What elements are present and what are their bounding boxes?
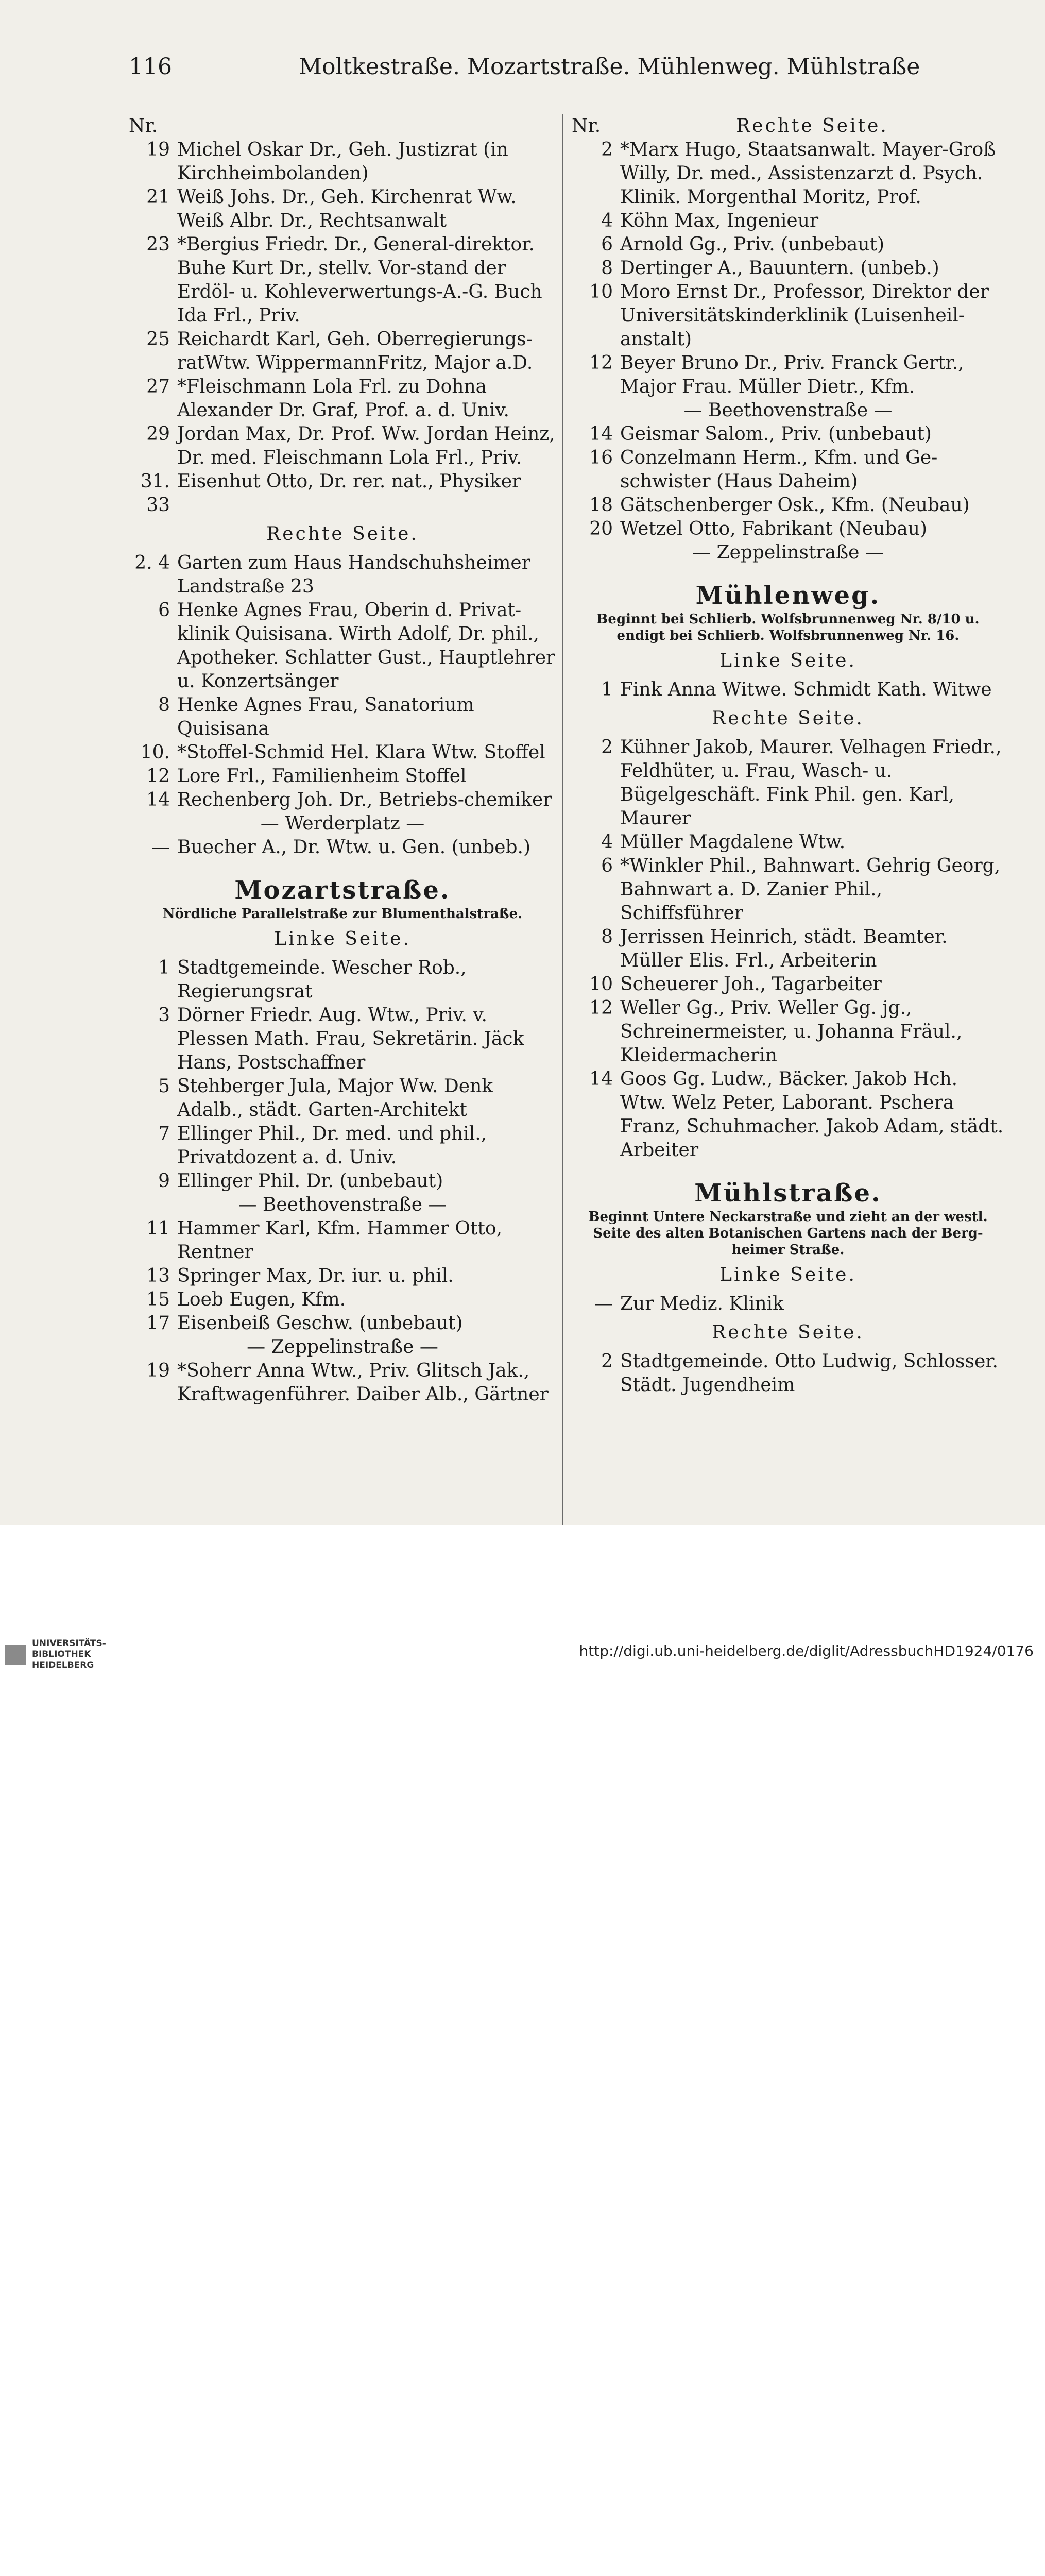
list-item bbox=[129, 1122, 556, 1170]
house-number: 14 bbox=[589, 423, 613, 445]
resident-text: Stadtgemeinde. Otto Ludwig, Schlosser. Städt. Jugendheim bbox=[620, 1351, 998, 1396]
resident-text: *Marx Hugo, Staatsanwalt. Mayer-Groß Willy, Dr. med., Assistenzarzt d. Psych. Klinik. Morgenthal Moritz, Prof. bbox=[620, 139, 996, 208]
house-number: 2 bbox=[601, 737, 613, 758]
cross-street: — Zeppelinstraße — bbox=[247, 1336, 438, 1358]
side-heading: Linke Seite. bbox=[719, 650, 856, 671]
list-item bbox=[572, 973, 1004, 996]
list-item bbox=[129, 836, 556, 859]
side-heading: Rechte Seite. bbox=[736, 115, 888, 137]
list-item bbox=[129, 138, 556, 185]
resident-text: Dörner Friedr. Aug. Wtw., Priv. v. Plessen Math. Frau, Sekretärin. Jäck Hans, Postschaffner bbox=[177, 1005, 524, 1073]
house-number: 21 bbox=[146, 187, 170, 208]
page-number: 116 bbox=[129, 54, 172, 80]
resident-text: *Stoffel-Schmid Hel. Klara Wtw. Stoffel Lore Frl., Familienheim Stoffel bbox=[177, 742, 545, 787]
list-item bbox=[129, 328, 556, 375]
house-number: 2. 4 bbox=[134, 552, 170, 573]
list-item bbox=[572, 280, 1004, 351]
resident-text: Moro Ernst Dr., Professor, Direktor der Universitätskinderklinik (Luisenheil-anstalt) bbox=[620, 281, 989, 350]
nr-heading: Nr. bbox=[572, 115, 601, 137]
list-item bbox=[129, 185, 556, 233]
street-heading: Mühlenweg. bbox=[695, 581, 881, 610]
list-item bbox=[129, 233, 556, 328]
list-item bbox=[572, 233, 1004, 257]
list-item bbox=[129, 956, 556, 1004]
list-item bbox=[572, 1067, 1004, 1162]
house-number: 25 bbox=[146, 329, 170, 350]
list-item bbox=[129, 470, 556, 517]
resident-text: Müller Magdalene Wtw. bbox=[620, 832, 846, 853]
resident-text: Loeb Eugen, Kfm. bbox=[177, 1289, 346, 1310]
list-item bbox=[572, 736, 1004, 831]
street-heading: Mozartstraße. bbox=[234, 876, 451, 905]
house-number: 12 bbox=[589, 997, 613, 1019]
house-number: 6 bbox=[601, 234, 613, 255]
house-number: 17 bbox=[146, 1313, 170, 1334]
house-number: 27 bbox=[146, 376, 170, 397]
side-heading: Rechte Seite. bbox=[266, 523, 419, 545]
resident-text: Geismar Salom., Priv. (unbebaut) bbox=[620, 423, 932, 445]
resident-text: Henke Agnes Frau, Sanatorium Quisisana bbox=[177, 694, 474, 739]
resident-text: Stadtgemeinde. Wescher Rob., Regierungsrat bbox=[177, 957, 467, 1002]
running-title: Moltkestraße. Mozartstraße. Mühlenweg. Mühlstraße bbox=[299, 54, 920, 80]
house-number: 13 bbox=[146, 1265, 170, 1286]
resident-text: Zur Mediz. Klinik bbox=[620, 1293, 784, 1314]
resident-text: Weller Gg., Priv. Weller Gg. jg., Schreinermeister, u. Johanna Fräul., Kleidermacherin bbox=[620, 997, 963, 1066]
page-header bbox=[129, 54, 932, 90]
house-number: 4 bbox=[601, 832, 613, 853]
left-column bbox=[129, 114, 556, 1406]
resident-text: Ellinger Phil., Dr. med. und phil., Privatdozent a. d. Univ. bbox=[177, 1123, 487, 1168]
house-number: 9 bbox=[158, 1171, 170, 1192]
house-number: 7 bbox=[158, 1123, 170, 1144]
house-number: 8 bbox=[158, 694, 170, 716]
list-item bbox=[129, 1004, 556, 1075]
list-item bbox=[572, 831, 1004, 854]
house-number: 1 bbox=[601, 679, 613, 700]
list-item bbox=[572, 854, 1004, 925]
resident-text: Rechenberg Joh. Dr., Betriebs-chemiker bbox=[177, 789, 552, 810]
list-item bbox=[129, 599, 556, 693]
house-number: 1 bbox=[158, 957, 170, 978]
list-item bbox=[129, 693, 556, 741]
nr-heading: Nr. bbox=[129, 115, 158, 137]
resident-text: Jordan Max, Dr. Prof. Ww. Jordan Heinz, Dr. med. Fleischmann Lola Frl., Priv. bbox=[177, 423, 555, 468]
source-link[interactable]: http://digi.ub.uni-heidelberg.de/diglit/AdressbuchHD1924/0176 bbox=[579, 1642, 1034, 1659]
house-number: 31. 33 bbox=[140, 471, 170, 516]
list-item bbox=[129, 1170, 556, 1193]
resident-text: *Winkler Phil., Bahnwart. Gehrig Georg, Bahnwart a. D. Zanier Phil., Schiffsführer bbox=[620, 855, 1001, 924]
resident-text: Buecher A., Dr. Wtw. u. Gen. (unbeb.) bbox=[177, 837, 530, 858]
house-number: 15 bbox=[146, 1289, 170, 1310]
house-number: 19 bbox=[146, 139, 170, 160]
house-number: 2 bbox=[601, 139, 613, 160]
house-number: 29 bbox=[146, 423, 170, 445]
resident-text: Goos Gg. Ludw., Bäcker. Jakob Hch. Wtw. Welz Peter, Laborant. Pschera Franz, Schuhmacher. Jakob Adam, städt. Arbeiter bbox=[620, 1069, 1004, 1161]
list-item bbox=[572, 925, 1004, 973]
resident-text: Garten zum Haus Handschuhsheimer Landstraße 23 bbox=[177, 552, 530, 597]
library-name: UNIVERSITÄTS- BIBLIOTHEK HEIDELBERG bbox=[32, 1638, 106, 1670]
right-column bbox=[572, 114, 1004, 1397]
house-number: 8 bbox=[601, 258, 613, 279]
resident-text: Reichardt Karl, Geh. Oberregierungs-ratWtw. WippermannFritz, Major a.D. bbox=[177, 329, 533, 374]
list-item bbox=[129, 551, 556, 599]
list-item bbox=[129, 1075, 556, 1122]
resident-text: Conzelmann Herm., Kfm. und Ge-schwister (Haus Daheim) bbox=[620, 447, 938, 492]
resident-text: Eisenhut Otto, Dr. rer. nat., Physiker bbox=[177, 471, 521, 492]
column-divider bbox=[562, 114, 563, 1531]
list-item bbox=[572, 209, 1004, 233]
resident-text: Ellinger Phil. Dr. (unbebaut) bbox=[177, 1171, 443, 1192]
list-item bbox=[129, 1288, 556, 1312]
cross-street: — Zeppelinstraße — bbox=[692, 542, 884, 563]
house-number: 10 bbox=[589, 281, 613, 302]
resident-text: Köhn Max, Ingenieur bbox=[620, 210, 819, 231]
resident-text: Dertinger A., Bauuntern. (unbeb.) bbox=[620, 258, 939, 279]
resident-text: Weiß Johs. Dr., Geh. Kirchenrat Ww. Weiß Albr. Dr., Rechtsanwalt bbox=[177, 187, 517, 231]
side-heading: Rechte Seite. bbox=[712, 1322, 864, 1343]
resident-text: Springer Max, Dr. iur. u. phil. bbox=[177, 1265, 454, 1286]
resident-text: Jerrissen Heinrich, städt. Beamter. Müller Elis. Frl., Arbeiterin bbox=[620, 926, 948, 971]
list-item bbox=[129, 1359, 556, 1406]
resident-text: Arnold Gg., Priv. (unbebaut) bbox=[620, 234, 885, 255]
house-number: 5 bbox=[158, 1076, 170, 1097]
house-number: 14 bbox=[146, 789, 170, 810]
list-item bbox=[572, 1292, 1004, 1316]
viewer-footer bbox=[0, 1525, 1045, 1715]
house-number: 8 bbox=[601, 926, 613, 947]
house-number: 6 bbox=[601, 855, 613, 876]
house-number: 4 bbox=[601, 210, 613, 231]
resident-text: Henke Agnes Frau, Oberin d. Privat-klinik Quisisana. Wirth Adolf, Dr. phil., Apotheker. Schlatter Gust., Hauptlehrer u. Konzertsänger bbox=[177, 600, 555, 692]
resident-text: *Soherr Anna Wtw., Priv. Glitsch Jak., Kraftwagenführer. Daiber Alb., Gärtner bbox=[177, 1360, 549, 1405]
resident-text: Eisenbeiß Geschw. (unbebaut) bbox=[177, 1313, 463, 1334]
list-item bbox=[572, 996, 1004, 1067]
house-number: 6 bbox=[158, 600, 170, 621]
house-number: 10 bbox=[589, 974, 613, 995]
list-item bbox=[572, 257, 1004, 280]
list-item bbox=[572, 678, 1004, 702]
list-item bbox=[572, 517, 1004, 541]
house-number: 11 bbox=[146, 1218, 170, 1239]
resident-text: Stehberger Jula, Major Ww. Denk Adalb., städt. Garten-Architekt bbox=[177, 1076, 493, 1121]
resident-text: *Bergius Friedr. Dr., General-direktor. Buhe Kurt Dr., stellv. Vor-stand der Erdöl- u. Kohleverwertungs-A.-G. Buch Ida Frl., Priv. bbox=[177, 234, 542, 326]
cross-street: — Beethovenstraße — bbox=[238, 1194, 447, 1215]
list-item bbox=[129, 422, 556, 470]
house-number: 3 bbox=[158, 1005, 170, 1026]
cross-street: — Werderplatz — bbox=[260, 813, 425, 834]
list-item bbox=[572, 422, 1004, 446]
library-logo-icon bbox=[5, 1645, 26, 1665]
list-item bbox=[572, 138, 1004, 209]
list-item bbox=[129, 375, 556, 422]
list-item bbox=[572, 494, 1004, 517]
side-heading: Linke Seite. bbox=[719, 1264, 856, 1285]
list-item bbox=[572, 1350, 1004, 1397]
house-number: 16 bbox=[589, 447, 613, 468]
list-item bbox=[129, 1312, 556, 1335]
cross-street: — Beethovenstraße — bbox=[683, 400, 893, 421]
resident-text: Michel Oskar Dr., Geh. Justizrat (in Kirchheimbolanden) bbox=[177, 139, 508, 184]
list-item bbox=[129, 1264, 556, 1288]
list-item bbox=[572, 446, 1004, 494]
resident-text: Hammer Karl, Kfm. Hammer Otto, Rentner bbox=[177, 1218, 502, 1263]
resident-text: Wetzel Otto, Fabrikant (Neubau) bbox=[620, 518, 927, 539]
resident-text: Gätschenberger Osk., Kfm. (Neubau) bbox=[620, 495, 970, 516]
side-heading: Linke Seite. bbox=[274, 928, 411, 950]
street-heading: Mühlstraße. bbox=[694, 1179, 882, 1208]
house-number: 23 bbox=[146, 234, 170, 255]
house-number: 2 bbox=[601, 1351, 613, 1372]
house-number: 19 bbox=[146, 1360, 170, 1381]
list-item bbox=[572, 351, 1004, 399]
house-number: — bbox=[151, 837, 170, 858]
house-number: — bbox=[594, 1293, 613, 1314]
resident-text: Fink Anna Witwe. Schmidt Kath. Witwe bbox=[620, 679, 992, 700]
house-number: 20 bbox=[589, 518, 613, 539]
resident-text: Beyer Bruno Dr., Priv. Franck Gertr., Major Frau. Müller Dietr., Kfm. bbox=[620, 352, 964, 397]
street-description: Beginnt Untere Neckarstraße und zieht an der westl. Seite des alten Botanischen Gartens nach der Berg-heimer Straße. bbox=[588, 1209, 988, 1258]
house-number: 18 bbox=[589, 495, 613, 516]
list-item bbox=[129, 1217, 556, 1264]
side-heading: Rechte Seite. bbox=[712, 708, 864, 729]
house-number: 10. 12 bbox=[140, 742, 170, 787]
list-item bbox=[129, 741, 556, 788]
street-description: Beginnt bei Schlierb. Wolfsbrunnenweg Nr. 8/10 u. endigt bei Schlierb. Wolfsbrunnenweg Nr. 16. bbox=[596, 612, 980, 643]
resident-text: *Fleischmann Lola Frl. zu Dohna Alexander Dr. Graf, Prof. a. d. Univ. bbox=[177, 376, 509, 421]
resident-text: Kühner Jakob, Maurer. Velhagen Friedr., Feldhüter, u. Frau, Wasch- u. Bügelgeschäft. Fink Phil. gen. Karl, Maurer bbox=[620, 737, 1002, 829]
street-description: Nördliche Parallelstraße zur Blumenthalstraße. bbox=[162, 906, 523, 922]
resident-text: Scheuerer Joh., Tagarbeiter bbox=[620, 974, 882, 995]
house-number: 12 bbox=[589, 352, 613, 374]
house-number: 14 bbox=[589, 1069, 613, 1090]
list-item bbox=[129, 788, 556, 812]
